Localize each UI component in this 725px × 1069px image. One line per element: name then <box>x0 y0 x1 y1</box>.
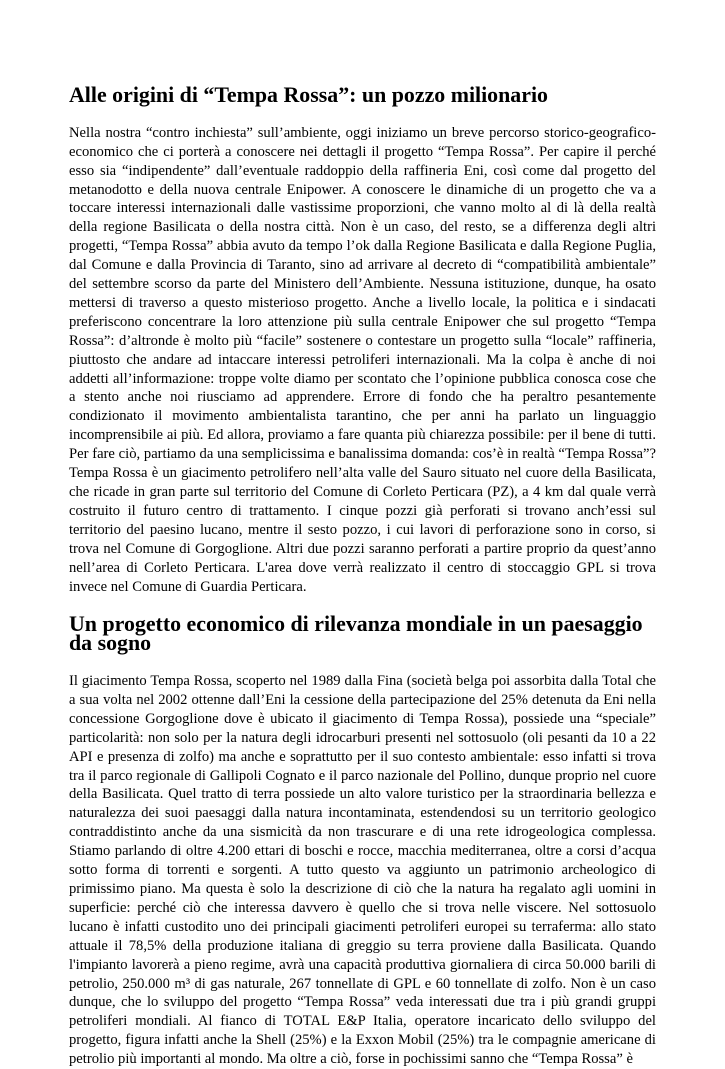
section-title-economic-project: Un progetto economico di rilevanza mondiale in un paesaggio da sogno <box>69 611 643 656</box>
spacer <box>69 653 656 672</box>
document-page <box>69 82 656 1069</box>
section-title-origins: Alle origini di “Tempa Rossa”: un pozzo milionario <box>69 82 548 107</box>
paragraph-origins: Nella nostra “contro inchiesta” sull’ambiente, oggi iniziamo un breve percorso storico-geografico-economico che ci porterà a conoscere nei dettagli il progetto “Tempa Rossa”. Per capire il perché esso sia “indipendente” dall’eventuale raddoppio della raffineria Eni, così come dal progetto del metanodotto e della nuova centrale Enipower. A conoscere le dinamiche di un progetto che va a toccare interessi internazionali dalle vastissime proporzioni, che vanno molto al di là della realtà della regione Basilicata o della nostra città. Non è un caso, del resto, se a differenza degli altri progetti, “Tempa Rossa” abbia avuto da tempo l’ok dalla Regione Basilicata e dalla Regione Puglia, dal Comune e dalla Provincia di Taranto, sino ad arrivare al decreto di “compatibilità ambientale” del settembre scorso da parte del Ministero dell’Ambiente. Nessuna istituzione, dunque, ha osato mettersi di traverso a questo misterioso progetto. Anche a livello locale, la politica e i sindacati preferiscono concentrare la loro attenzione più sulla centrale Enipower che sul progetto “Tempa Rossa”: d’altronde è molto più “facile” sostenere o contestare un progetto sulla “locale” raffineria, piuttosto che andare ad intaccare interessi petroliferi internazionali. Ma la colpa è anche di noi addetti all’informazione: troppe volte diamo per scontato che l’opinione pubblica conosca cose che a stento anche noi riusciamo ad apprendere. Errore di fondo che ha peraltro pesantemente condizionato il movimento ambientalista tarantino, che per anni ha parlato un linguaggio incomprensibile ai più. Ed allora, proviamo a fare quanta più chiarezza possibile: per il bene di tutti. Per fare ciò, partiamo da una semplicissima e banalissima domanda: cos’è in realtà “Tempa Rossa”? Tempa Rossa è un giacimento petrolifero nell’alta valle del Sauro situato nel cuore della Basilicata, che ricade in gran parte sul territorio del Comune di Corleto Perticara (PZ), a 4 km dal quale verrà costruito il futuro centro di trattamento. I cinque pozzi già perforati si trovano anch’essi sul territorio del paesino lucano, mentre il sesto pozzo, i cui lavori di perforazione sono in corso, si trova nel Comune di Gorgoglione. Altri due pozzi saranno perforati a partire proprio da quest’anno nell’area di Corleto Perticara. L'area dove verrà realizzato il centro di stoccaggio GPL si trova invece nel Comune di Guardia Perticara. <box>69 124 656 595</box>
spacer <box>69 105 656 124</box>
paragraph-economic-project: Il giacimento Tempa Rossa, scoperto nel 1989 dalla Fina (società belga poi assorbita dalla Total che a sua volta nel 2002 ottenne dall’Eni la cessione della partecipazione del 25% detenuta da Eni nella concessione Gorgoglione dove è ubicato il giacimento di Tempa Rossa), possiede una “speciale” particolarità: non solo per la natura degli idrocarburi presenti nel sottosuolo (oli pesanti da 10 a 22 API e presenza di zolfo) ma anche e soprattutto per il suo contesto ambientale: esso infatti si trova tra il parco regionale di Gallipoli Cognato e il parco nazionale del Pollino, dunque proprio nel cuore della Basilicata. Quel tratto di terra possiede un alto valore turistico per la straordinaria bellezza e naturalezza dei suoi paesaggi dalla natura incontaminata, estendendosi su un territorio geologico contraddistinto anche da una sismicità da non trascurare e di una rete idrogeologica complessa. Stiamo parlando di oltre 4.200 ettari di boschi e rocce, macchia mediterranea, oltre a corsi d’acqua sotto forma di torrenti e sorgenti. A tutto questo va aggiunto un patrimonio archeologico di primissimo piano. Ma questa è solo la descrizione di ciò che la natura ha regalato agli uomini in superficie: perché ciò che interessa davvero è quello che si trova nelle viscere. Nel sottosuolo lucano è infatti custodito uno dei principali giacimenti petroliferi europei su terraferma: allo stato attuale il 78,5% della produzione italiana di greggio su terra proviene dalla Basilicata. Quando l'impianto lavorerà a pieno regime, avrà una capacità produttiva giornaliera di circa 50.000 barili di petrolio, 250.000 m³ di gas naturale, 267 tonnellate di GPL e 60 tonnellate di zolfo. Non è un caso dunque, che lo sviluppo del progetto “Tempa Rossa” veda interessati due tra i più grandi gruppi petroliferi mondiali. Al fianco di TOTAL E&P Italia, operatore incaricato dello sviluppo del progetto, figura infatti anche la Shell (25%) e la Exxon Mobil (25%) tra le compagnie americane di petrolio più importanti al mondo. Ma oltre a ciò, forse in pochissimi sanno che “Tempa Rossa” è <box>69 673 656 1068</box>
